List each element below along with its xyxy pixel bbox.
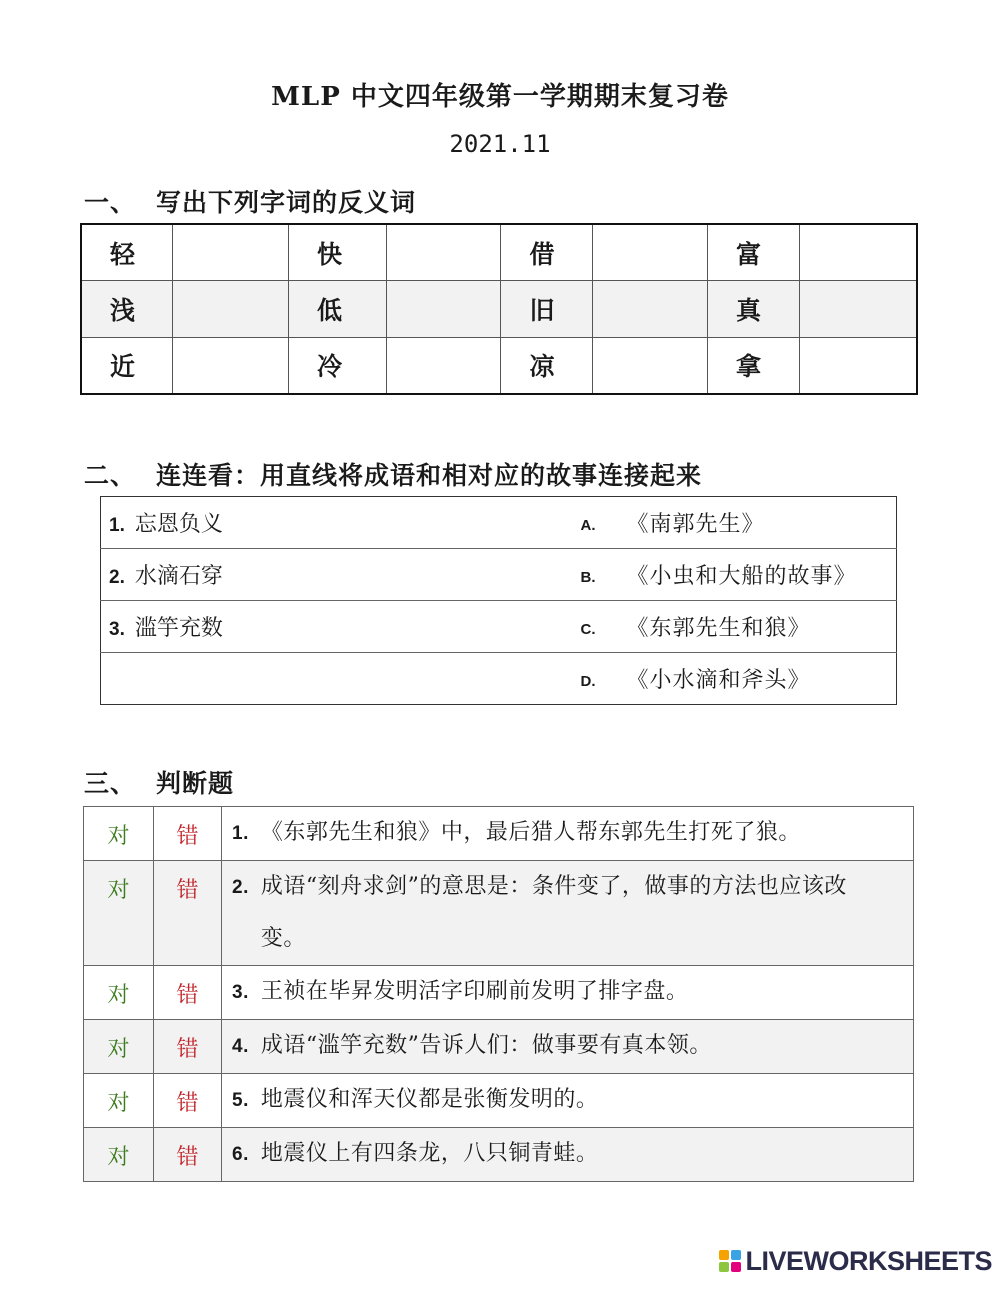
worksheet-date: 2021.11: [449, 130, 551, 158]
true-false-row: [84, 966, 914, 1020]
matching-row: [101, 601, 897, 653]
false-option[interactable]: 错: [154, 1074, 222, 1128]
antonym-answer-blank[interactable]: [173, 281, 289, 338]
section2-title: 连连看：用直线将成语和相对应的故事连接起来: [156, 461, 703, 490]
matching-table: [100, 496, 897, 705]
true-false-row: [84, 807, 914, 861]
true-false-table: [83, 806, 914, 1182]
story-item[interactable]: 《小虫和大船的故事》: [627, 549, 897, 601]
statement-text: 《东郭先生和狼》中，最后猎人帮东郭先生打死了狼。: [260, 820, 801, 845]
true-false-row: [84, 1128, 914, 1182]
statement-text: 成语“滥竽充数”告诉人们：做事要有真本领。: [260, 1033, 712, 1058]
true-option[interactable]: 对: [84, 1020, 154, 1074]
logo-mark-icon: [719, 1250, 741, 1272]
statement: [222, 1074, 914, 1128]
statement-number: 1.: [232, 823, 249, 844]
statement: [222, 966, 914, 1020]
section2-heading: [84, 456, 702, 492]
antonym-char: 凉: [501, 337, 593, 394]
true-option[interactable]: 对: [84, 861, 154, 966]
antonym-answer-blank[interactable]: [386, 224, 501, 281]
antonym-char: 轻: [81, 224, 173, 281]
true-false-row: [84, 1020, 914, 1074]
antonym-answer-blank[interactable]: [173, 224, 289, 281]
antonym-answer-blank[interactable]: [173, 337, 289, 394]
antonym-char: 富: [707, 224, 799, 281]
antonym-char: 冷: [289, 337, 387, 394]
false-option[interactable]: 错: [154, 807, 222, 861]
false-option[interactable]: 错: [154, 966, 222, 1020]
section3-number: 三、: [84, 769, 137, 798]
antonym-answer-blank[interactable]: [593, 224, 708, 281]
false-option[interactable]: 错: [154, 1128, 222, 1182]
statement-text: 地震仪和浑天仪都是张衡发明的。: [260, 1087, 599, 1112]
statement-number: 2.: [232, 877, 249, 898]
story-item[interactable]: 《小水滴和斧头》: [627, 653, 897, 705]
matching-row: [101, 497, 897, 549]
antonym-answer-blank[interactable]: [386, 337, 501, 394]
statement-text: 王祯在毕昇发明活字印刷前发明了排字盘。: [260, 979, 689, 1004]
section2-number: 二、: [84, 461, 137, 490]
antonym-answer-blank[interactable]: [593, 337, 708, 394]
true-option[interactable]: 对: [84, 1128, 154, 1182]
statement-number: 3.: [232, 982, 249, 1003]
idiom-text: 忘恩负义: [134, 512, 223, 537]
matching-row: [101, 549, 897, 601]
antonym-char: 快: [289, 224, 387, 281]
idiom-number: 3.: [109, 619, 125, 640]
antonym-answer-blank[interactable]: [386, 281, 501, 338]
statement-number: 5.: [232, 1090, 249, 1111]
idiom-item[interactable]: [101, 549, 581, 601]
section1-number: 一、: [84, 188, 137, 217]
antonym-answer-blank[interactable]: [799, 337, 917, 394]
antonym-row: [81, 224, 917, 281]
section3-title: 判断题: [156, 769, 235, 798]
idiom-item-empty: [101, 653, 581, 705]
antonym-char: 低: [289, 281, 387, 338]
section1-heading: [84, 183, 416, 219]
idiom-text: 滥竽充数: [134, 616, 223, 641]
antonym-char: 借: [501, 224, 593, 281]
statement-text: 地震仪上有四条龙，八只铜青蛙。: [260, 1141, 599, 1166]
antonym-char: 拿: [707, 337, 799, 394]
statement: [222, 807, 914, 861]
true-option[interactable]: 对: [84, 807, 154, 861]
story-letter: A.: [580, 517, 596, 534]
section3-heading: [84, 764, 234, 800]
statement-text: 成语“刻舟求剑”的意思是：条件变了，做事的方法也应该改变。: [260, 874, 847, 951]
false-option[interactable]: 错: [154, 861, 222, 966]
antonym-answer-blank[interactable]: [799, 224, 917, 281]
statement: [222, 861, 914, 966]
section1-title: 写出下列字词的反义词: [156, 188, 417, 217]
false-option[interactable]: 错: [154, 1020, 222, 1074]
true-option[interactable]: 对: [84, 1074, 154, 1128]
antonym-answer-blank[interactable]: [593, 281, 708, 338]
antonym-answer-blank[interactable]: [799, 281, 917, 338]
antonym-row: [81, 337, 917, 394]
story-item[interactable]: 《东郭先生和狼》: [627, 601, 897, 653]
true-false-row: [84, 1074, 914, 1128]
statement-number: 6.: [232, 1144, 249, 1165]
story-letter: C.: [581, 601, 627, 653]
antonym-table: [80, 223, 918, 395]
statement-number: 4.: [232, 1036, 249, 1057]
statement: [222, 1020, 914, 1074]
worksheet-title: MLP 中文四年级第一学期期末复习卷: [271, 82, 729, 112]
statement: [222, 1128, 914, 1182]
antonym-row: [81, 281, 917, 338]
idiom-number: 1.: [109, 515, 125, 536]
idiom-number: 2.: [109, 567, 125, 588]
matching-row: [101, 653, 897, 705]
antonym-char: 近: [81, 337, 173, 394]
logo-square-icon: [731, 1250, 741, 1260]
logo-square-icon: [719, 1262, 729, 1272]
true-option[interactable]: 对: [84, 966, 154, 1020]
antonym-char: 浅: [81, 281, 173, 338]
antonym-char: 旧: [501, 281, 593, 338]
story-letter: B.: [581, 549, 627, 601]
logo-square-icon: [731, 1262, 741, 1272]
idiom-item[interactable]: [101, 601, 581, 653]
logo-text: LIVEWORKSHEETS: [745, 1245, 992, 1276]
idiom-item[interactable]: [101, 497, 581, 549]
idiom-text: 水滴石穿: [134, 564, 223, 589]
story-letter: D.: [581, 653, 627, 705]
logo-square-icon: [719, 1250, 729, 1260]
liveworksheets-logo: [719, 1241, 992, 1281]
antonym-char: 真: [707, 281, 799, 338]
true-false-row: [84, 861, 914, 966]
story-item[interactable]: 《南郭先生》: [626, 512, 765, 537]
